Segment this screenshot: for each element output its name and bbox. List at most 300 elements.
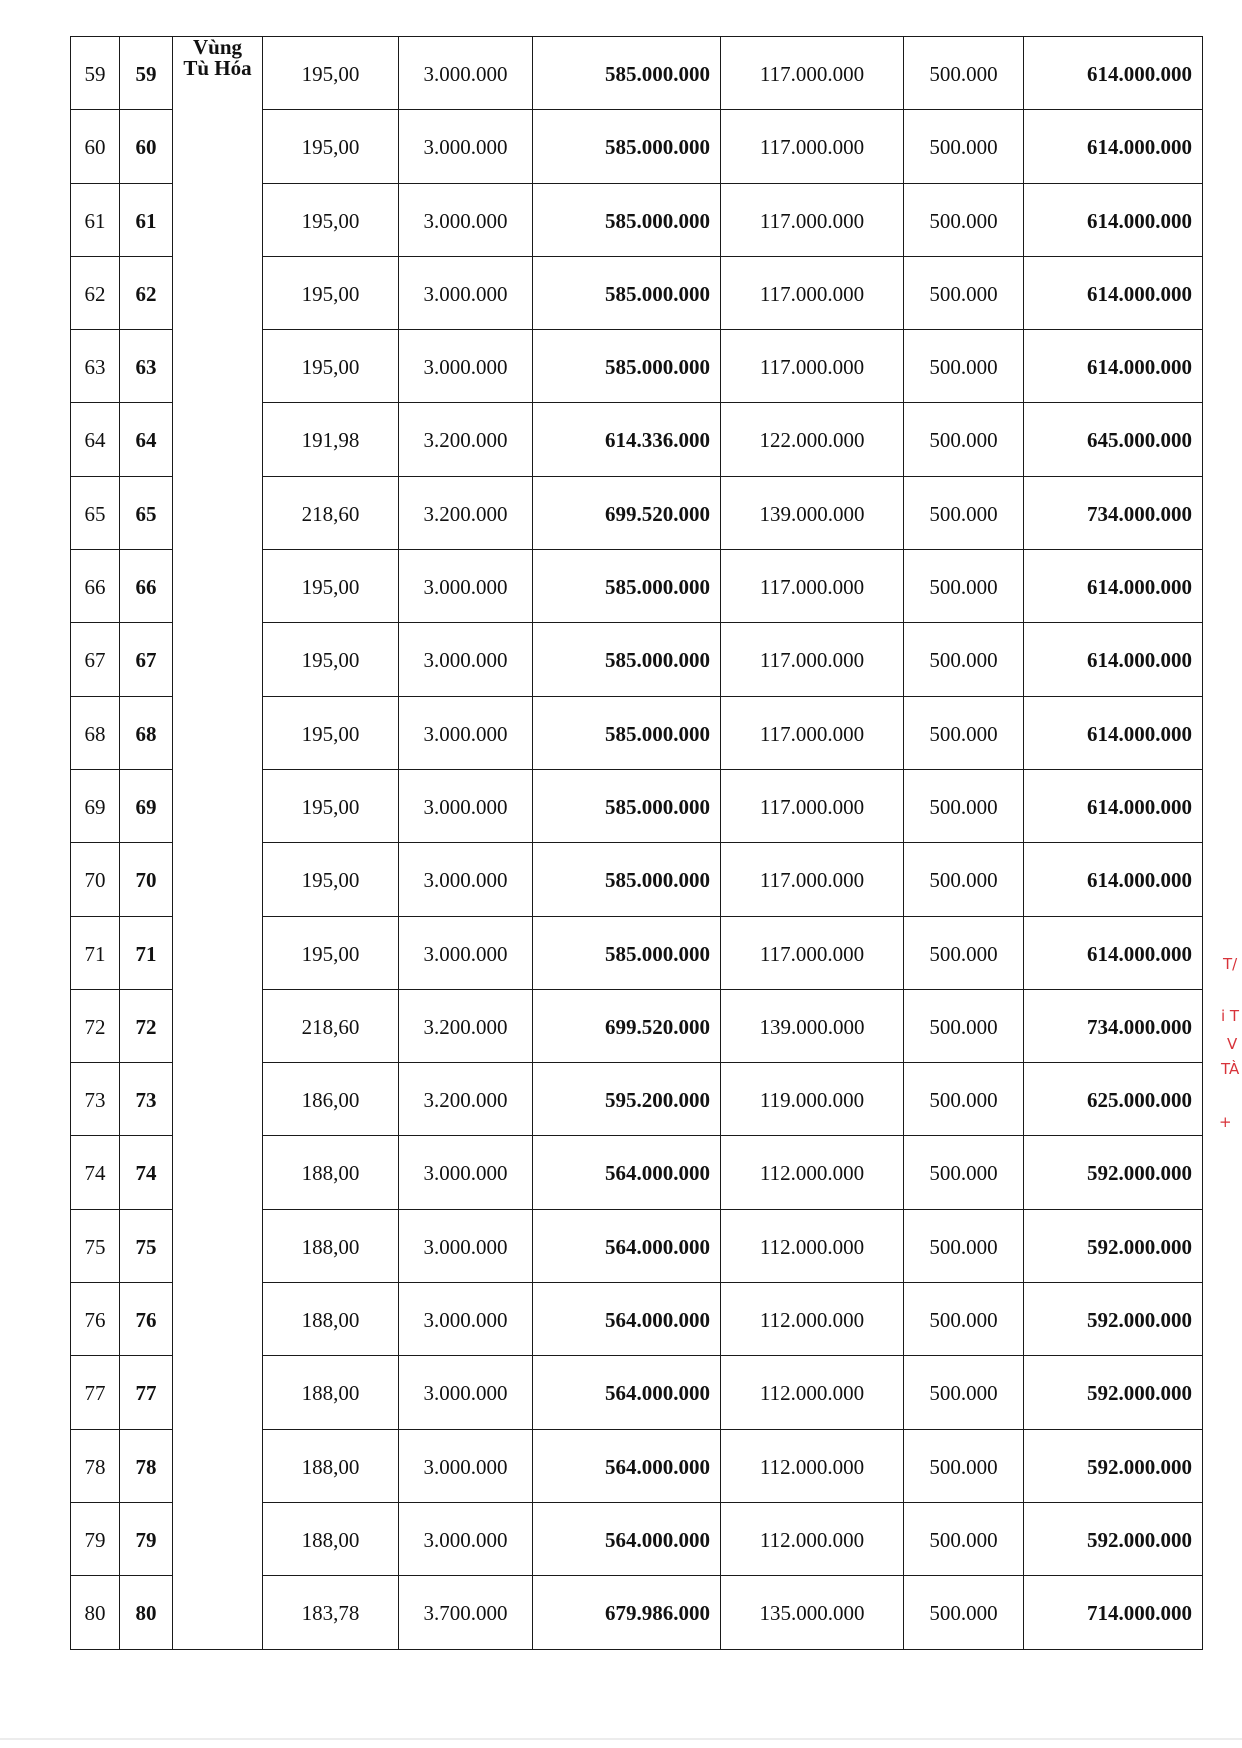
- unit-price-cell-value: 3.700.000: [423, 1601, 508, 1626]
- row-number-cell: [71, 476, 120, 549]
- row-number-cell: [71, 550, 120, 623]
- lot-number-cell-value: 65: [135, 501, 157, 526]
- land-value-cell: [533, 1429, 721, 1502]
- total-cell-value: 592.000.000: [1087, 1381, 1192, 1406]
- unit-price-cell-value: 3.000.000: [423, 575, 508, 600]
- lot-number-cell-value: 80: [135, 1601, 157, 1626]
- unit-price-cell: [399, 37, 533, 110]
- total-cell-value: 614.000.000: [1087, 135, 1192, 160]
- deposit-cell-value: 112.000.000: [759, 1454, 865, 1479]
- area-cell-value: 195,00: [301, 794, 360, 819]
- total-cell-value: 645.000.000: [1087, 428, 1192, 453]
- lot-number-cell-value: 79: [135, 1527, 157, 1552]
- area-cell: [263, 403, 399, 476]
- row-number-cell: [71, 1429, 120, 1502]
- fee-cell: [904, 183, 1024, 256]
- lot-number-cell-value: 62: [135, 281, 157, 306]
- lot-number-cell-value: 74: [135, 1161, 157, 1186]
- unit-price-cell-value: 3.000.000: [423, 721, 508, 746]
- deposit-cell: [721, 769, 904, 842]
- total-cell: [1024, 623, 1203, 696]
- land-value-cell: [533, 330, 721, 403]
- total-cell: [1024, 476, 1203, 549]
- lot-number-cell: [120, 623, 173, 696]
- total-cell-value: 614.000.000: [1087, 281, 1192, 306]
- land-value-cell-value: 585.000.000: [605, 281, 710, 306]
- deposit-cell: [721, 403, 904, 476]
- unit-price-cell-value: 3.000.000: [423, 208, 508, 233]
- lot-number-cell: [120, 183, 173, 256]
- unit-price-cell: [399, 476, 533, 549]
- fee-cell: [904, 989, 1024, 1062]
- unit-price-cell: [399, 403, 533, 476]
- lot-number-cell-value: 61: [135, 208, 157, 233]
- unit-price-cell-value: 3.000.000: [423, 355, 508, 380]
- deposit-cell-value: 112.000.000: [759, 1308, 865, 1333]
- lot-number-cell: [120, 256, 173, 329]
- total-cell-value: 614.000.000: [1087, 721, 1192, 746]
- unit-price-cell-value: 3.000.000: [423, 868, 508, 893]
- fee-cell-value: 500.000: [929, 1014, 998, 1039]
- total-cell-value: 614.000.000: [1087, 355, 1192, 380]
- total-cell-value: 734.000.000: [1087, 1014, 1192, 1039]
- area-cell-value: 195,00: [301, 648, 360, 673]
- area-cell-value: 218,60: [301, 1014, 360, 1039]
- fee-cell: [904, 1356, 1024, 1429]
- total-cell: [1024, 1063, 1203, 1136]
- unit-price-cell: [399, 183, 533, 256]
- area-cell: [263, 1209, 399, 1282]
- area-cell: [263, 1429, 399, 1502]
- deposit-cell-value: 117.000.000: [759, 721, 865, 746]
- row-number-cell-value: 73: [84, 1088, 106, 1113]
- lot-number-cell-value: 75: [135, 1234, 157, 1259]
- deposit-cell-value: 117.000.000: [759, 281, 865, 306]
- land-value-cell: [533, 1576, 721, 1649]
- land-value-cell-value: 564.000.000: [605, 1454, 710, 1479]
- fee-cell-value: 500.000: [929, 721, 998, 746]
- deposit-cell: [721, 989, 904, 1062]
- area-cell: [263, 110, 399, 183]
- region-label: Vùng Tù Hóa: [183, 35, 252, 80]
- area-cell-value: 195,00: [301, 281, 360, 306]
- deposit-cell-value: 117.000.000: [759, 62, 865, 86]
- deposit-cell-value: 139.000.000: [759, 1014, 865, 1039]
- lot-number-cell: [120, 1429, 173, 1502]
- area-cell-value: 195,00: [301, 355, 360, 380]
- lot-number-cell-value: 78: [135, 1454, 157, 1479]
- fee-cell-value: 500.000: [929, 1308, 998, 1333]
- total-cell-value: 592.000.000: [1087, 1161, 1192, 1186]
- area-cell-value: 186,00: [301, 1088, 360, 1113]
- unit-price-cell-value: 3.000.000: [423, 794, 508, 819]
- deposit-cell: [721, 696, 904, 769]
- margin-mark: +: [1219, 1113, 1232, 1131]
- unit-price-cell-value: 3.000.000: [423, 1381, 508, 1406]
- lot-number-cell-value: 70: [135, 868, 157, 893]
- fee-cell-value: 500.000: [929, 1234, 998, 1259]
- fee-cell-value: 500.000: [929, 428, 998, 453]
- lot-number-cell-value: 59: [135, 62, 157, 86]
- row-number-cell-value: 70: [84, 868, 106, 893]
- fee-cell-value: 500.000: [929, 575, 998, 600]
- deposit-cell-value: 117.000.000: [759, 794, 865, 819]
- unit-price-cell: [399, 1209, 533, 1282]
- deposit-cell: [721, 1209, 904, 1282]
- row-number-cell: [71, 769, 120, 842]
- area-cell-value: 195,00: [301, 62, 360, 86]
- land-value-cell-value: 564.000.000: [605, 1308, 710, 1333]
- margin-mark: TÀ: [1221, 1060, 1240, 1078]
- lot-number-cell: [120, 1136, 173, 1209]
- total-cell-value: 614.000.000: [1087, 794, 1192, 819]
- area-cell: [263, 183, 399, 256]
- fee-cell: [904, 403, 1024, 476]
- land-value-cell-value: 564.000.000: [605, 1527, 710, 1552]
- area-cell: [263, 476, 399, 549]
- land-value-cell: [533, 1502, 721, 1575]
- lot-number-cell: [120, 1283, 173, 1356]
- area-cell: [263, 330, 399, 403]
- unit-price-cell: [399, 330, 533, 403]
- row-number-cell: [71, 403, 120, 476]
- scan-edge: [0, 1738, 1242, 1740]
- land-lot-table: [70, 36, 1203, 1650]
- total-cell: [1024, 256, 1203, 329]
- row-number-cell-value: 75: [84, 1234, 106, 1259]
- total-cell: [1024, 1502, 1203, 1575]
- land-value-cell: [533, 256, 721, 329]
- land-value-cell-value: 585.000.000: [605, 575, 710, 600]
- deposit-cell-value: 117.000.000: [759, 868, 865, 893]
- row-number-cell-value: 76: [84, 1308, 106, 1333]
- unit-price-cell-value: 3.200.000: [423, 428, 508, 453]
- fee-cell: [904, 550, 1024, 623]
- fee-cell-value: 500.000: [929, 941, 998, 966]
- land-value-cell-value: 585.000.000: [605, 941, 710, 966]
- row-number-cell-value: 65: [84, 501, 106, 526]
- lot-number-cell: [120, 476, 173, 549]
- total-cell: [1024, 550, 1203, 623]
- area-cell-value: 188,00: [301, 1161, 360, 1186]
- unit-price-cell: [399, 1063, 533, 1136]
- deposit-cell-value: 112.000.000: [759, 1527, 865, 1552]
- total-cell-value: 614.000.000: [1087, 941, 1192, 966]
- fee-cell-value: 500.000: [929, 794, 998, 819]
- lot-number-cell-value: 68: [135, 721, 157, 746]
- deposit-cell-value: 117.000.000: [759, 941, 865, 966]
- lot-number-cell-value: 63: [135, 355, 157, 380]
- total-cell: [1024, 1576, 1203, 1649]
- fee-cell: [904, 476, 1024, 549]
- deposit-cell: [721, 916, 904, 989]
- unit-price-cell: [399, 1136, 533, 1209]
- unit-price-cell-value: 3.200.000: [423, 501, 508, 526]
- total-cell-value: 614.000.000: [1087, 575, 1192, 600]
- row-number-cell: [71, 623, 120, 696]
- fee-cell: [904, 769, 1024, 842]
- fee-cell: [904, 1576, 1024, 1649]
- deposit-cell-value: 117.000.000: [759, 575, 865, 600]
- land-value-cell-value: 585.000.000: [605, 62, 710, 86]
- table-body: [71, 37, 1203, 1650]
- unit-price-cell-value: 3.000.000: [423, 1308, 508, 1333]
- row-number-cell-value: 60: [84, 135, 106, 160]
- area-cell-value: 188,00: [301, 1454, 360, 1479]
- unit-price-cell: [399, 989, 533, 1062]
- unit-price-cell: [399, 1502, 533, 1575]
- deposit-cell-value: 117.000.000: [759, 648, 865, 673]
- deposit-cell: [721, 256, 904, 329]
- row-number-cell-value: 71: [84, 941, 106, 966]
- land-value-cell: [533, 769, 721, 842]
- deposit-cell: [721, 550, 904, 623]
- area-cell: [263, 696, 399, 769]
- row-number-cell-value: 61: [84, 208, 106, 233]
- fee-cell: [904, 1136, 1024, 1209]
- land-value-cell: [533, 1356, 721, 1429]
- unit-price-cell-value: 3.000.000: [423, 1454, 508, 1479]
- row-number-cell-value: 78: [84, 1454, 106, 1479]
- fee-cell-value: 500.000: [929, 501, 998, 526]
- area-cell-value: 188,00: [301, 1308, 360, 1333]
- total-cell-value: 592.000.000: [1087, 1308, 1192, 1333]
- fee-cell-value: 500.000: [929, 208, 998, 233]
- area-cell: [263, 37, 399, 110]
- deposit-cell-value: 117.000.000: [759, 208, 865, 233]
- land-value-cell: [533, 476, 721, 549]
- fee-cell: [904, 623, 1024, 696]
- area-cell: [263, 256, 399, 329]
- row-number-cell: [71, 1209, 120, 1282]
- total-cell: [1024, 403, 1203, 476]
- area-cell: [263, 623, 399, 696]
- total-cell: [1024, 1283, 1203, 1356]
- row-number-cell: [71, 37, 120, 110]
- deposit-cell-value: 139.000.000: [759, 501, 865, 526]
- row-number-cell: [71, 256, 120, 329]
- fee-cell: [904, 1063, 1024, 1136]
- land-value-cell-value: 595.200.000: [605, 1088, 710, 1113]
- area-cell-value: 183,78: [301, 1601, 360, 1626]
- area-cell-value: 195,00: [301, 941, 360, 966]
- deposit-cell: [721, 1356, 904, 1429]
- table-row: [71, 37, 1203, 110]
- lot-number-cell-value: 71: [135, 941, 157, 966]
- land-value-cell-value: 585.000.000: [605, 135, 710, 160]
- margin-annotation: [1215, 955, 1242, 1155]
- land-value-cell: [533, 989, 721, 1062]
- total-cell-value: 592.000.000: [1087, 1454, 1192, 1479]
- total-cell-value: 614.000.000: [1087, 648, 1192, 673]
- deposit-cell: [721, 843, 904, 916]
- row-number-cell: [71, 1283, 120, 1356]
- area-cell: [263, 550, 399, 623]
- land-value-cell: [533, 623, 721, 696]
- lot-number-cell-value: 60: [135, 135, 157, 160]
- land-value-cell-value: 679.986.000: [605, 1601, 710, 1626]
- lot-number-cell: [120, 1502, 173, 1575]
- lot-number-cell-value: 64: [135, 428, 157, 453]
- total-cell: [1024, 330, 1203, 403]
- land-value-cell: [533, 1283, 721, 1356]
- deposit-cell: [721, 1502, 904, 1575]
- total-cell: [1024, 1356, 1203, 1429]
- area-cell: [263, 1136, 399, 1209]
- lot-number-cell: [120, 843, 173, 916]
- lot-number-cell: [120, 550, 173, 623]
- total-cell: [1024, 1136, 1203, 1209]
- unit-price-cell-value: 3.000.000: [423, 1234, 508, 1259]
- row-number-cell: [71, 989, 120, 1062]
- deposit-cell: [721, 1063, 904, 1136]
- area-cell-value: 195,00: [301, 721, 360, 746]
- area-cell-value: 191,98: [301, 428, 360, 453]
- area-cell: [263, 1283, 399, 1356]
- fee-cell-value: 500.000: [929, 1088, 998, 1113]
- land-value-cell-value: 699.520.000: [605, 1014, 710, 1039]
- unit-price-cell: [399, 769, 533, 842]
- fee-cell-value: 500.000: [929, 135, 998, 160]
- total-cell: [1024, 843, 1203, 916]
- deposit-cell: [721, 476, 904, 549]
- area-cell: [263, 1502, 399, 1575]
- land-value-cell-value: 585.000.000: [605, 868, 710, 893]
- total-cell-value: 614.000.000: [1087, 208, 1192, 233]
- land-value-cell-value: 699.520.000: [605, 501, 710, 526]
- area-cell: [263, 989, 399, 1062]
- fee-cell-value: 500.000: [929, 1161, 998, 1186]
- fee-cell-value: 500.000: [929, 1527, 998, 1552]
- deposit-cell-value: 117.000.000: [759, 135, 865, 160]
- area-cell-value: 195,00: [301, 868, 360, 893]
- lot-number-cell-value: 77: [135, 1381, 157, 1406]
- lot-number-cell: [120, 916, 173, 989]
- area-cell-value: 195,00: [301, 575, 360, 600]
- land-value-cell-value: 585.000.000: [605, 648, 710, 673]
- land-value-cell-value: 564.000.000: [605, 1381, 710, 1406]
- land-value-cell-value: 585.000.000: [605, 355, 710, 380]
- row-number-cell-value: 63: [84, 355, 106, 380]
- unit-price-cell: [399, 623, 533, 696]
- total-cell-value: 614.000.000: [1087, 868, 1192, 893]
- unit-price-cell-value: 3.000.000: [423, 648, 508, 673]
- area-cell-value: 188,00: [301, 1381, 360, 1406]
- total-cell: [1024, 110, 1203, 183]
- fee-cell-value: 500.000: [929, 355, 998, 380]
- lot-number-cell: [120, 330, 173, 403]
- land-value-cell: [533, 843, 721, 916]
- lot-number-cell-value: 73: [135, 1088, 157, 1113]
- row-number-cell: [71, 843, 120, 916]
- lot-number-cell: [120, 110, 173, 183]
- row-number-cell: [71, 330, 120, 403]
- area-cell-value: 188,00: [301, 1234, 360, 1259]
- unit-price-cell-value: 3.200.000: [423, 1088, 508, 1113]
- fee-cell: [904, 1283, 1024, 1356]
- row-number-cell: [71, 1063, 120, 1136]
- unit-price-cell: [399, 1283, 533, 1356]
- region-cell: [173, 37, 263, 1650]
- margin-mark: T/: [1223, 955, 1238, 973]
- row-number-cell: [71, 916, 120, 989]
- land-value-cell-value: 585.000.000: [605, 208, 710, 233]
- fee-cell: [904, 37, 1024, 110]
- fee-cell-value: 500.000: [929, 648, 998, 673]
- land-value-cell-value: 585.000.000: [605, 794, 710, 819]
- row-number-cell: [71, 1136, 120, 1209]
- land-value-cell: [533, 916, 721, 989]
- total-cell: [1024, 989, 1203, 1062]
- unit-price-cell: [399, 843, 533, 916]
- row-number-cell: [71, 110, 120, 183]
- area-cell: [263, 1356, 399, 1429]
- row-number-cell: [71, 183, 120, 256]
- deposit-cell-value: 122.000.000: [759, 428, 865, 453]
- lot-number-cell-value: 72: [135, 1014, 157, 1039]
- fee-cell: [904, 330, 1024, 403]
- lot-number-cell: [120, 769, 173, 842]
- area-cell: [263, 769, 399, 842]
- total-cell-value: 614.000.000: [1087, 62, 1192, 86]
- land-value-cell: [533, 403, 721, 476]
- row-number-cell: [71, 1576, 120, 1649]
- deposit-cell-value: 112.000.000: [759, 1381, 865, 1406]
- margin-mark: V: [1227, 1035, 1238, 1053]
- land-value-cell-value: 564.000.000: [605, 1234, 710, 1259]
- fee-cell: [904, 1429, 1024, 1502]
- lot-number-cell: [120, 37, 173, 110]
- deposit-cell: [721, 1136, 904, 1209]
- deposit-cell: [721, 1576, 904, 1649]
- row-number-cell: [71, 696, 120, 769]
- row-number-cell-value: 69: [84, 794, 106, 819]
- row-number-cell: [71, 1502, 120, 1575]
- land-value-cell: [533, 183, 721, 256]
- land-value-cell: [533, 550, 721, 623]
- unit-price-cell: [399, 916, 533, 989]
- area-cell: [263, 1063, 399, 1136]
- lot-number-cell: [120, 696, 173, 769]
- lot-number-cell-value: 67: [135, 648, 157, 673]
- fee-cell: [904, 1209, 1024, 1282]
- total-cell: [1024, 769, 1203, 842]
- area-cell-value: 218,60: [301, 501, 360, 526]
- lot-number-cell: [120, 1209, 173, 1282]
- lot-number-cell: [120, 989, 173, 1062]
- area-cell-value: 195,00: [301, 208, 360, 233]
- deposit-cell: [721, 330, 904, 403]
- deposit-cell: [721, 1283, 904, 1356]
- fee-cell-value: 500.000: [929, 62, 998, 86]
- unit-price-cell-value: 3.000.000: [423, 1527, 508, 1552]
- land-value-cell: [533, 110, 721, 183]
- land-value-cell: [533, 37, 721, 110]
- lot-number-cell-value: 69: [135, 794, 157, 819]
- row-number-cell-value: 79: [84, 1527, 106, 1552]
- deposit-cell: [721, 1429, 904, 1502]
- deposit-cell-value: 117.000.000: [759, 355, 865, 380]
- area-cell-value: 188,00: [301, 1527, 360, 1552]
- unit-price-cell: [399, 256, 533, 329]
- unit-price-cell-value: 3.000.000: [423, 281, 508, 306]
- unit-price-cell: [399, 1429, 533, 1502]
- deposit-cell-value: 112.000.000: [759, 1234, 865, 1259]
- land-value-cell-value: 564.000.000: [605, 1161, 710, 1186]
- fee-cell-value: 500.000: [929, 1601, 998, 1626]
- row-number-cell-value: 80: [84, 1601, 106, 1626]
- area-cell: [263, 843, 399, 916]
